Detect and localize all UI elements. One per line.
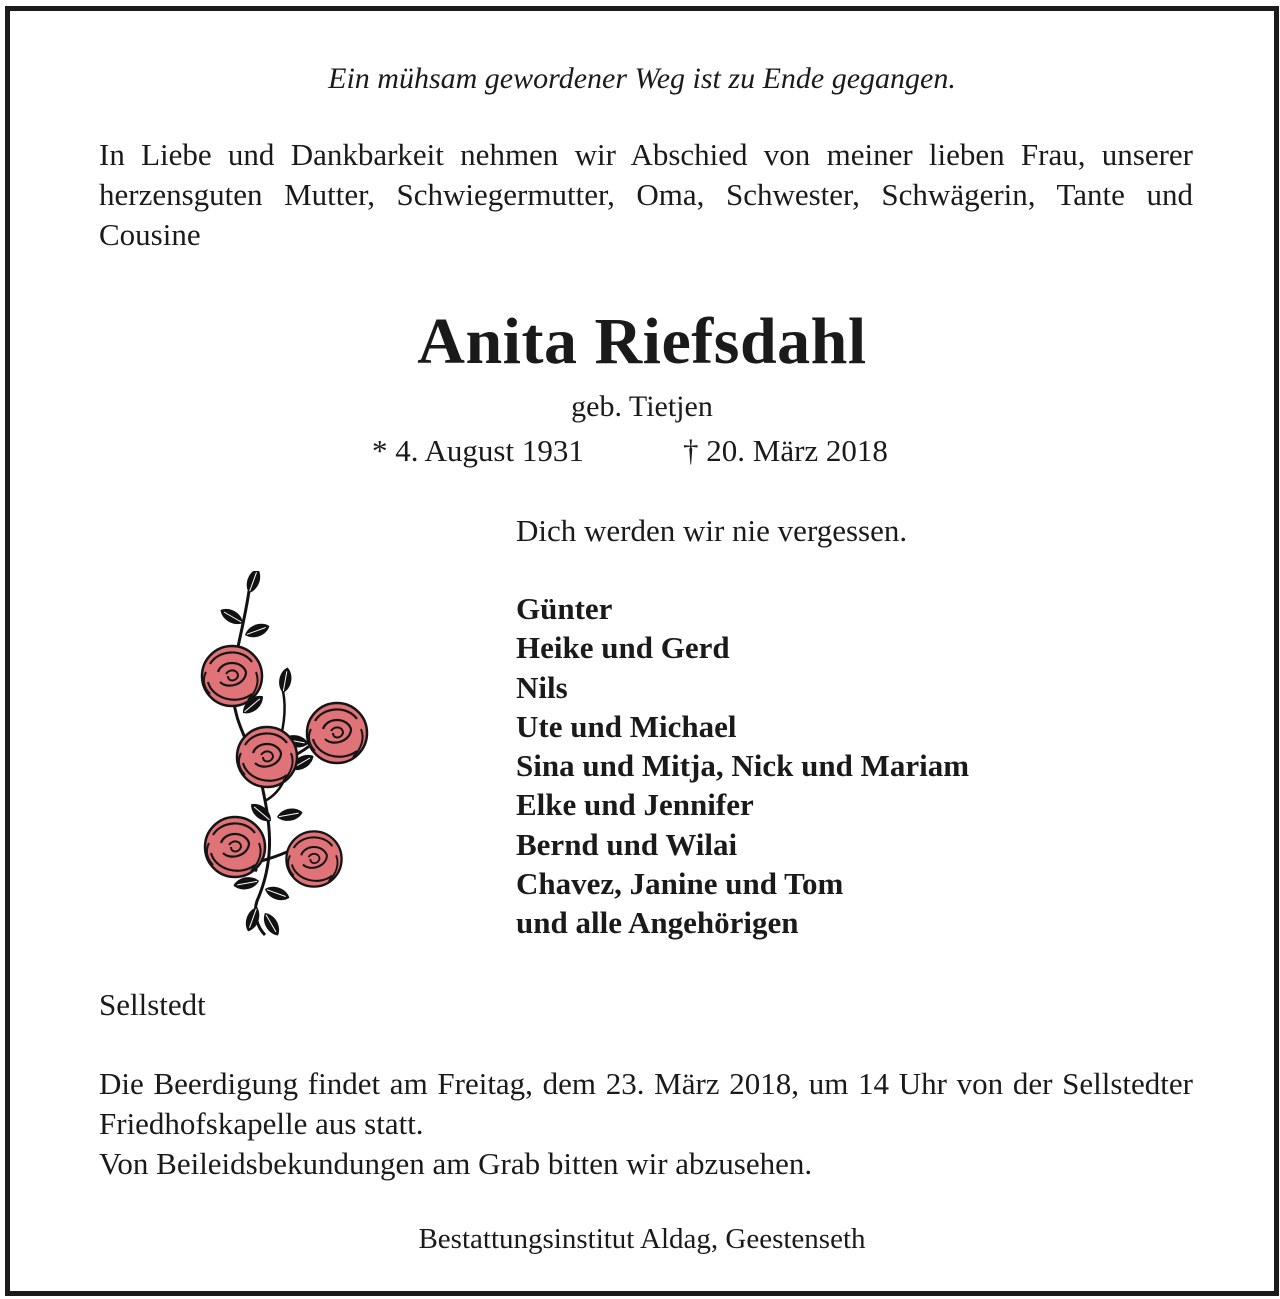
funeral-details	[99, 1064, 1193, 1184]
mourner-name: Sina und Mitja, Nick und Mariam	[516, 748, 970, 784]
mourner-name: Heike und Gerd	[516, 630, 730, 666]
mourner-name: Chavez, Janine und Tom	[516, 866, 844, 902]
maiden-name: geb. Tietjen	[571, 390, 713, 423]
mourner-name: Ute und Michael	[516, 708, 737, 744]
funeral-time-location: Die Beerdigung findet am Freitag, dem 23. März 2018, um 14 Uhr von der Sellstedter Friedhofskapelle aus statt.	[99, 1066, 1193, 1141]
mourner-name: Elke und Jennifer	[516, 787, 754, 823]
mourner-name: und alle Angehörigen	[516, 905, 799, 941]
motto: Ein mühsam gewordener Weg ist zu Ende gegangen.	[328, 62, 956, 95]
mourner-name: Nils	[516, 669, 568, 705]
roses-icon	[187, 571, 372, 941]
intro-text: In Liebe und Dankbarkeit nehmen wir Abschied von meiner lieben Frau, unserer herzensguten Mutter, Schwiegermutter, Oma, Schwester, Schwägerin, Tante und Cousine	[99, 137, 1193, 252]
death-date: † 20. März 2018	[683, 433, 888, 468]
mourner-name: Günter	[516, 591, 613, 626]
mourners-list	[516, 589, 969, 943]
undertaker: Bestattungsinstitut Aldag, Geestenseth	[418, 1223, 866, 1255]
obituary-notice	[5, 6, 1279, 1296]
memorial-quote: Dich werden wir nie vergessen.	[516, 513, 908, 548]
condolence-note: Von Beileidsbekundungen am Grab bitten wir abzusehen.	[99, 1146, 813, 1181]
mourner-name: Bernd und Wilai	[516, 826, 738, 862]
place-name: Sellstedt	[99, 987, 206, 1022]
deceased-name: Anita Riefsdahl	[417, 305, 867, 378]
birth-date: * 4. August 1931	[372, 433, 584, 468]
